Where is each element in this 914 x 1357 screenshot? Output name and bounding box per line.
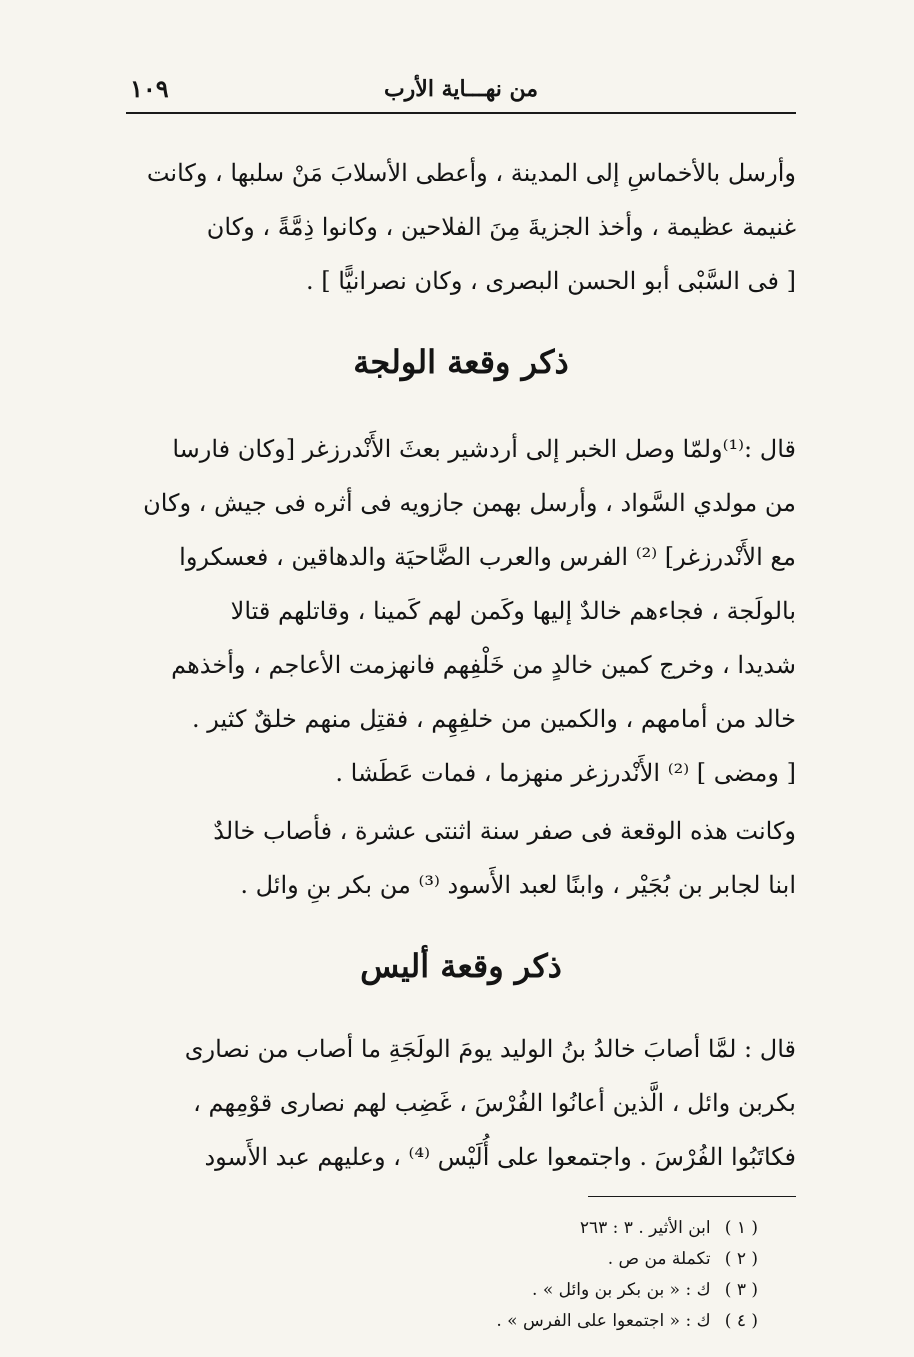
footnote-text: تكملة من ص .: [607, 1249, 711, 1269]
section-heading-ullais: ذكر وقعة أليس: [360, 947, 562, 985]
running-title: من نهـــاية الأرب: [383, 76, 539, 102]
text-line: فكاتَبُوا الفُرْسَ . واجتمعوا على أُلَيْس ⁽⁴⁾ ، وعليهم عبد الأَسود: [204, 1143, 796, 1171]
footnotes: [126, 1213, 758, 1337]
text-line: شديدا ، وخرج كمين خالدٍ من خَلْفِهم فانهزمت الأعاجم ، وأخذهم: [171, 651, 796, 679]
ullais-paragraph: [126, 1022, 796, 1184]
text-line: من مولدي السَّواد ، وأرسل بهمن جازويه فى أثره فى جيش ، وكان: [143, 489, 796, 517]
footnote-item: [126, 1244, 758, 1275]
text-line: [ فى السَّبْى أبو الحسن البصرى ، وكان نصرانيًّا ] .: [305, 267, 796, 295]
text-line: مع الأَنْدرزغر] ⁽²⁾ الفرس والعرب الضَّاحيَة والدهاقين ، فعسكروا: [179, 543, 796, 571]
text-line: ابنا لجابر بن بُجَيْر ، وابنًا لعبد الأَسود ⁽³⁾ من بكر بنِ وائل .: [240, 871, 796, 899]
text-line: بكربن وائل ، الَّذين أعانُوا الفُرْسَ ، غَضِب لهم نصارى قوْمِهم ،: [193, 1089, 796, 1117]
footnote-text: ك : « بن بكر بن وائل » .: [532, 1280, 711, 1300]
page-header: [126, 62, 796, 114]
intro-paragraph: [126, 146, 796, 308]
text-line: بالولَجة ، فجاءهم خالدٌ إليها وكَمن لهم كَمينا ، وقاتلهم قتالا: [230, 597, 796, 625]
text-line: قال :⁽¹⁾ولمّا وصل الخبر إلى أردشير بعثَ الأَنْدرزغر [وكان فارسا: [172, 435, 796, 463]
footnote-text: ابن الأثير . ٣ : ٢٦٣: [579, 1218, 711, 1238]
section-heading-walaja: ذكر وقعة الولجة: [353, 343, 569, 381]
footnote-item: [126, 1213, 758, 1244]
footnote-item: [126, 1306, 758, 1337]
walaja-paragraph-2: [126, 804, 796, 912]
footnote-text: ك : « اجتمعوا على الفرس » .: [496, 1311, 711, 1331]
footnote-marker: ( ١ ): [724, 1218, 758, 1238]
text-line: وكانت هذه الوقعة فى صفر سنة اثنتى عشرة ، فأصاب خالدٌ: [213, 817, 796, 845]
text-line: [ ومضى ] ⁽²⁾ الأَنْدرزغر منهزما ، فمات عَطَشا .: [335, 759, 796, 787]
text-line: غنيمة عظيمة ، وأخذ الجزيةَ مِنَ الفلاحين ، وكانوا ذِمَّةً ، وكان: [206, 213, 796, 241]
text-line: خالد من أمامهم ، والكمين من خلفِهِم ، فقتِل منهم خلقٌ كثير .: [192, 705, 796, 733]
page-number: ١٠٩: [130, 74, 169, 103]
footnote-item: [126, 1275, 758, 1306]
book-page: [126, 62, 796, 1331]
text-line: قال : لمَّا أصابَ خالدُ بنُ الوليد يومَ الولَجَةِ ما أصاب من نصارى: [184, 1035, 796, 1063]
text-line: وأرسل بالأخماسِ إلى المدينة ، وأعطى الأسلابَ مَنْ سلبها ، وكانت: [146, 159, 796, 187]
footnote-marker: ( ٢ ): [724, 1249, 758, 1269]
walaja-paragraph-1: [126, 422, 796, 800]
footnote-marker: ( ٣ ): [724, 1280, 758, 1300]
footnote-marker: ( ٤ ): [724, 1311, 758, 1331]
footnote-divider: [588, 1196, 796, 1197]
